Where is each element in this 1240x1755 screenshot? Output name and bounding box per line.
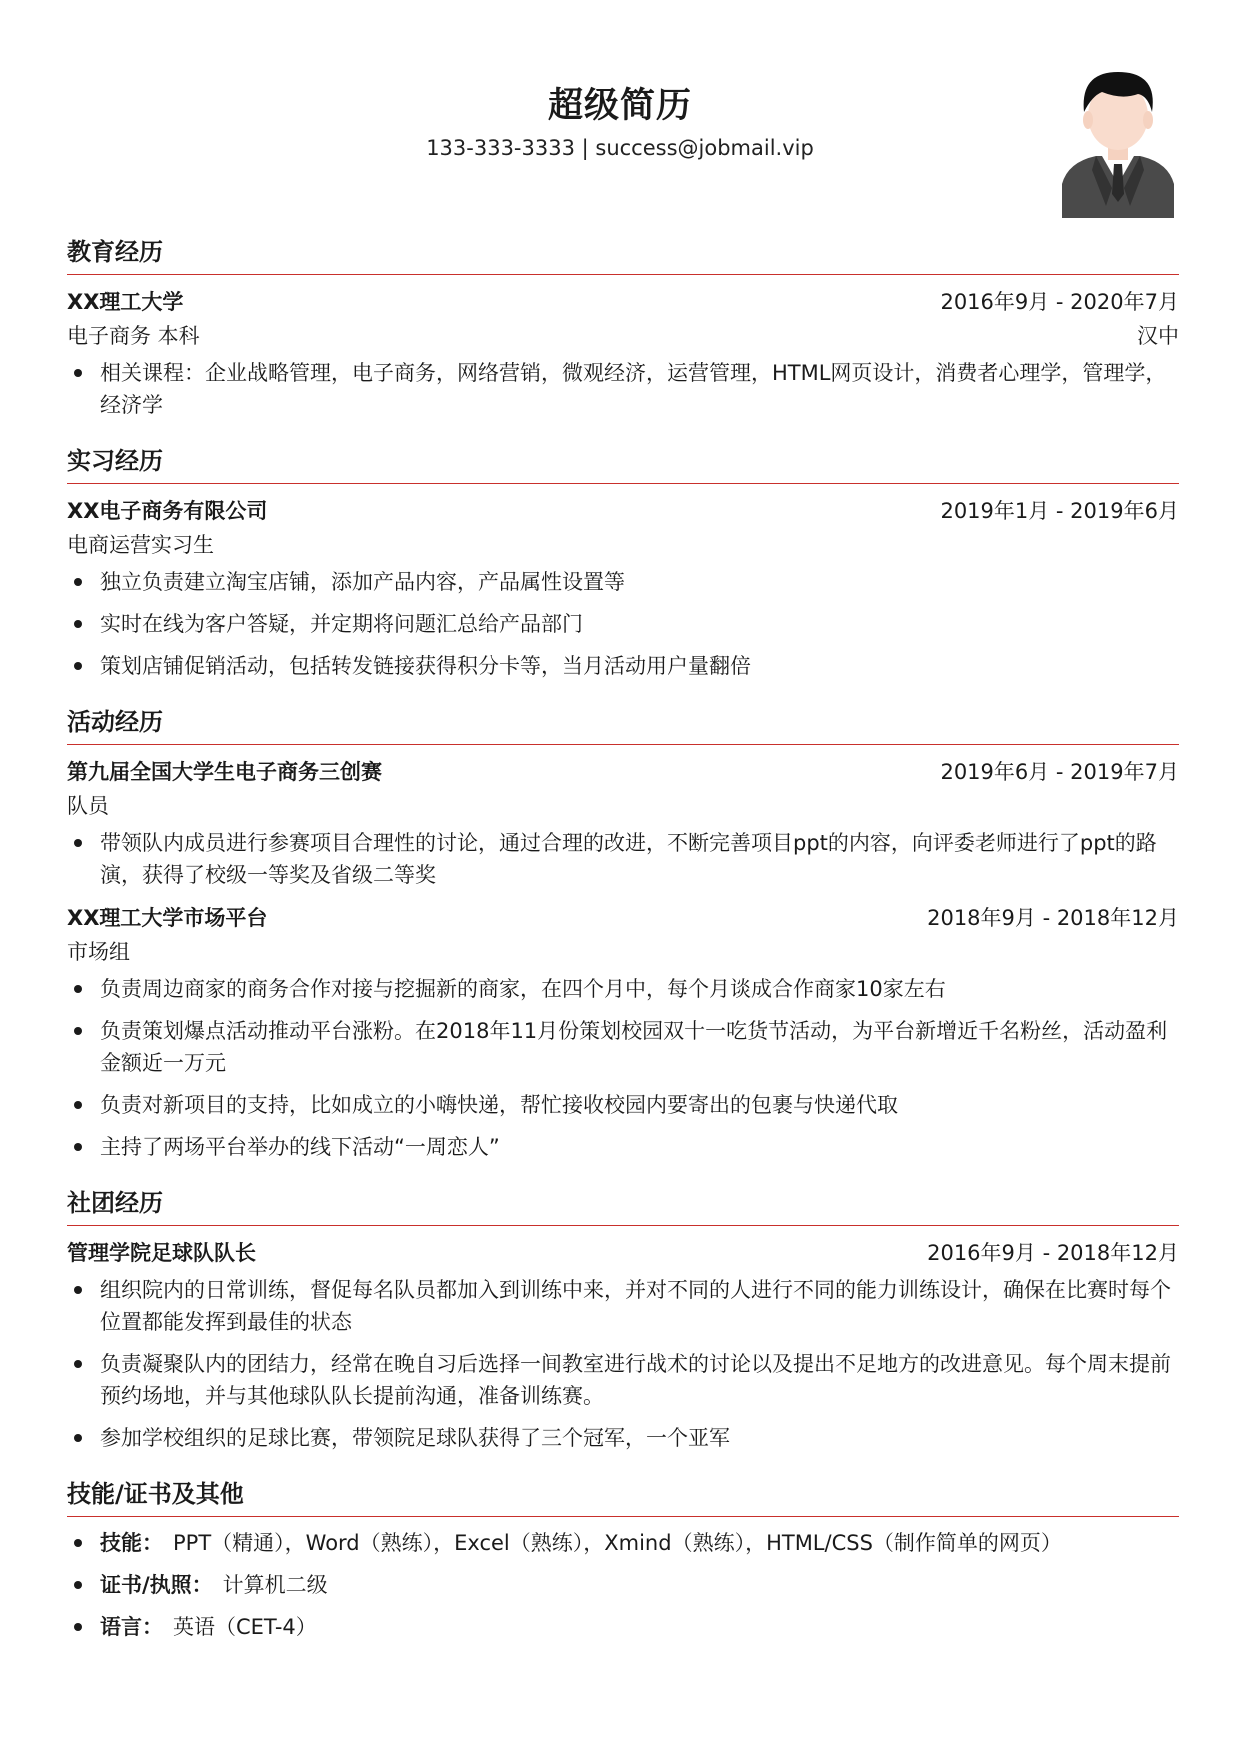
entry-subheader (67, 528, 1179, 562)
list-item: 组织院内的日常训练，督促每名队员都加入到训练中来，并对不同的人进行不同的能力训练设计，确保在比赛时每个位置都能发挥到最佳的状态 (67, 1274, 1179, 1338)
entry-header (67, 1236, 1179, 1270)
education-section (67, 232, 1179, 421)
bullet-list (67, 827, 1179, 891)
skill-value: 计算机二级 (222, 1573, 328, 1597)
entry-subheader (67, 319, 1179, 353)
activity-name: XX理工大学市场平台 (67, 906, 268, 930)
list-item: 负责凝聚队内的团结力，经常在晚自习后选择一间教室进行战术的讨论以及提出不足地方的改进意见。每个周末提前预约场地，并与其他球队队长提前沟通，准备训练赛。 (67, 1348, 1179, 1412)
skill-value: 英语（CET-4） (173, 1615, 317, 1639)
list-item: 带领队内成员进行参赛项目合理性的讨论，通过合理的改进，不断完善项目ppt的内容，向评委老师进行了ppt的路演，获得了校级一等奖及省级二等奖 (67, 827, 1179, 891)
section-title-education: 教育经历 (67, 232, 1179, 275)
section-title-internship: 实习经历 (67, 441, 1179, 484)
internship-section (67, 441, 1179, 682)
section-title-skills: 技能/证书及其他 (67, 1474, 1179, 1517)
bullet-list (67, 357, 1179, 421)
resume-name: 超级简历 (547, 86, 692, 126)
contact-info: 133-333-3333 | success@jobmail.vip (426, 136, 814, 160)
resume-content (67, 232, 1179, 1663)
skill-key: 证书/执照： (100, 1573, 213, 1597)
activities-section (67, 702, 1179, 1163)
list-item: 负责周边商家的商务合作对接与挖掘新的商家，在四个月中，每个月谈成合作商家10家左右 (67, 973, 1179, 1005)
bullet-list (67, 973, 1179, 1163)
clubs-section (67, 1183, 1179, 1454)
list-item: 负责对新项目的支持，比如成立的小嗨快递，帮忙接收校园内要寄出的包裹与快递代取 (67, 1089, 1179, 1121)
list-item: 主持了两场平台举办的线下活动“一周恋人” (67, 1131, 1179, 1163)
entry-header (67, 285, 1179, 319)
section-title-activities: 活动经历 (67, 702, 1179, 745)
list-item: 相关课程：企业战略管理，电子商务，网络营销，微观经济，运营管理，HTML网页设计，消费者心理学，管理学，经济学 (67, 357, 1179, 421)
location: 汉中 (1137, 324, 1179, 348)
list-item: 策划店铺促销活动，包括转发链接获得积分卡等，当月活动用户量翻倍 (67, 650, 1179, 682)
bullet-list (67, 1274, 1179, 1454)
entry-date: 2019年1月 - 2019年6月 (940, 499, 1179, 523)
skill-value: PPT（精通），Word（熟练），Excel（熟练），Xmind（熟练），HTML/CSS（制作简单的网页） (173, 1531, 1062, 1555)
list-item: 独立负责建立淘宝店铺，添加产品内容，产品属性设置等 (67, 566, 1179, 598)
entry-subheader (67, 789, 1179, 823)
activity-role: 队员 (67, 794, 109, 818)
skills-section (67, 1474, 1179, 1643)
skill-item (67, 1611, 1179, 1643)
list-item: 负责策划爆点活动推动平台涨粉。在2018年11月份策划校园双十一吃货节活动，为平台新增近千名粉丝，活动盈利金额近一万元 (67, 1015, 1179, 1079)
job-role: 电商运营实习生 (67, 533, 214, 557)
skill-item (67, 1527, 1179, 1559)
entry-date: 2019年6月 - 2019年7月 (940, 760, 1179, 784)
activity-role: 市场组 (67, 940, 130, 964)
major-degree: 电子商务 本科 (67, 324, 200, 348)
company-name: XX电子商务有限公司 (67, 499, 268, 523)
list-item: 参加学校组织的足球比赛，带领院足球队获得了三个冠军，一个亚军 (67, 1422, 1179, 1454)
skill-key: 语言： (100, 1615, 163, 1639)
activity-name: 第九届全国大学生电子商务三创赛 (67, 760, 382, 784)
entry-date: 2016年9月 - 2020年7月 (940, 290, 1179, 314)
bullet-list (67, 1527, 1179, 1643)
entry-date: 2018年9月 - 2018年12月 (927, 906, 1179, 930)
bullet-list (67, 566, 1179, 682)
club-role: 管理学院足球队队长 (67, 1241, 256, 1265)
school-name: XX理工大学 (67, 290, 184, 314)
entry-header (67, 494, 1179, 528)
section-title-clubs: 社团经历 (67, 1183, 1179, 1226)
person-avatar-icon (1062, 66, 1174, 218)
list-item: 实时在线为客户答疑，并定期将问题汇总给产品部门 (67, 608, 1179, 640)
entry-subheader (67, 935, 1179, 969)
entry-header (67, 901, 1179, 935)
entry-date: 2016年9月 - 2018年12月 (927, 1241, 1179, 1265)
skill-key: 技能： (100, 1531, 163, 1555)
entry-header (67, 755, 1179, 789)
skill-item (67, 1569, 1179, 1601)
